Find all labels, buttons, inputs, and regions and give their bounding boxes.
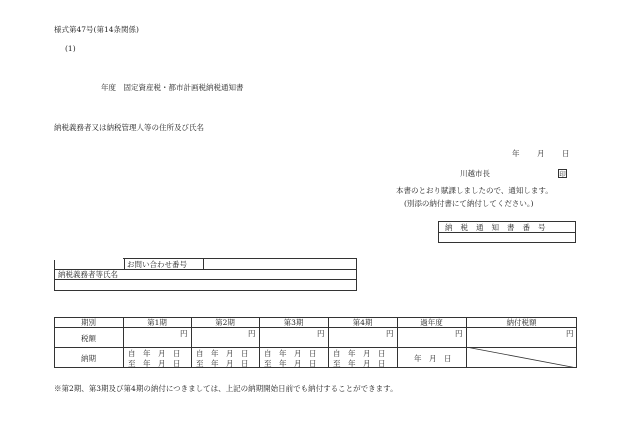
date-year: 年 (512, 149, 520, 158)
notice-line-1: 本書のとおり賦課しましたので、通知します。 (396, 186, 553, 195)
header-period-3: 第3期 (283, 318, 304, 327)
yen-period-3: 円 (317, 329, 325, 338)
yen-period-1: 円 (180, 329, 188, 338)
notice-line-2: (別添の納付書にて納付してください。) (404, 199, 534, 208)
to-date-1: 至 年 月 日 (128, 359, 181, 368)
header-period-1: 第1期 (147, 318, 167, 327)
yen-total: 円 (566, 329, 574, 338)
from-date-3: 自 年 月 日 (264, 349, 317, 358)
footnote: ※第2期、第3期及び第4期の納付につきましては、上記の納期開始日前でも納付することができます。 (54, 384, 398, 393)
issuer-name: 川越市長 (460, 169, 490, 178)
date-month: 月 (537, 149, 545, 158)
date-day: 日 (562, 149, 570, 158)
notice-number-label: 納税通知書番号 (445, 223, 554, 232)
past-year-date: 年 月 日 (414, 354, 452, 363)
to-date-4: 至 年 月 日 (333, 359, 386, 368)
header-period-2: 第2期 (215, 318, 235, 327)
taxpayer-box (54, 258, 357, 291)
addressee-label: 納税義務者又は納税管理人等の住所及び氏名 (54, 123, 204, 132)
row-label-due: 納期 (81, 354, 96, 363)
header-total-tax: 納付税額 (506, 318, 537, 327)
sub-number: (1) (65, 44, 76, 53)
header-past-year: 過年度 (420, 318, 443, 327)
document-title: 年度 固定資産税・都市計画税納税通知書 (101, 83, 244, 92)
inquiry-number-label: お問い合わせ番号 (127, 260, 187, 269)
header-kind: 期別 (81, 318, 96, 327)
to-date-2: 至 年 月 日 (196, 359, 249, 368)
yen-past-year: 円 (455, 329, 463, 338)
yen-period-2: 円 (248, 329, 256, 338)
from-date-2: 自 年 月 日 (196, 349, 249, 358)
header-period-4: 第4期 (352, 318, 373, 327)
from-date-1: 自 年 月 日 (128, 349, 181, 358)
yen-period-4: 円 (386, 329, 394, 338)
row-label-tax: 税額 (81, 334, 96, 343)
from-date-4: 自 年 月 日 (333, 349, 386, 358)
notice-number-box (438, 221, 576, 243)
form-number: 様式第47号(第14条関係) (54, 25, 139, 34)
to-date-3: 至 年 月 日 (264, 359, 317, 368)
seal-box: 印 (559, 170, 566, 178)
taxpayer-name-label: 納税義務者等氏名 (58, 270, 118, 279)
diagonal-strike (466, 347, 577, 368)
